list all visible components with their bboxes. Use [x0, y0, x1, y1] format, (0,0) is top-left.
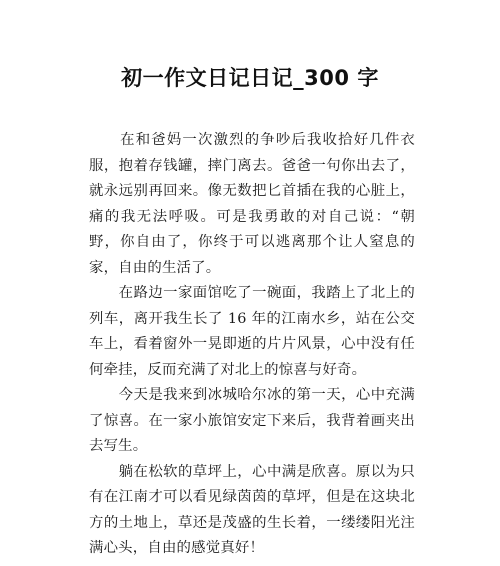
paragraph-4: 躺在松软的草坪上，心中满是欣喜。原以为只有在江南才可以看见绿茵茵的草坪，但是在这块北方的土地上，草还是茂盛的生长着，一缕缕阳光注满心头，自由的感觉真好！: [89, 463, 415, 556]
document-title: 初一作文日记日记_300 字: [121, 66, 379, 90]
paragraph-2: 在路边一家面馆吃了一碗面，我踏上了北上的列车，离开我生长了 16 年的江南水乡，站在公交车上，看着窗外一晃即逝的片片风景，心中没有任何牵挂，反而充满了对北上的惊喜与好奇。: [89, 285, 415, 378]
document-body: [89, 128, 415, 562]
paragraph-3: 今天是我来到冰城哈尔冰的第一天，心中充满了惊喜。在一家小旅馆安定下来后，我背着画夹出去写生。: [89, 387, 415, 454]
paragraph-1: 在和爸妈一次激烈的争吵后我收拾好几件衣服，抱着存钱罐，摔门离去。爸爸一句你出去了，就永远别再回来。像无数把匕首插在我的心脏上，痛的我无法呼吸。可是我勇敢的对自己说：“朝野，你自由了，你终于可以逃离那个让人窒息的家，自由的生活了。: [89, 132, 415, 276]
